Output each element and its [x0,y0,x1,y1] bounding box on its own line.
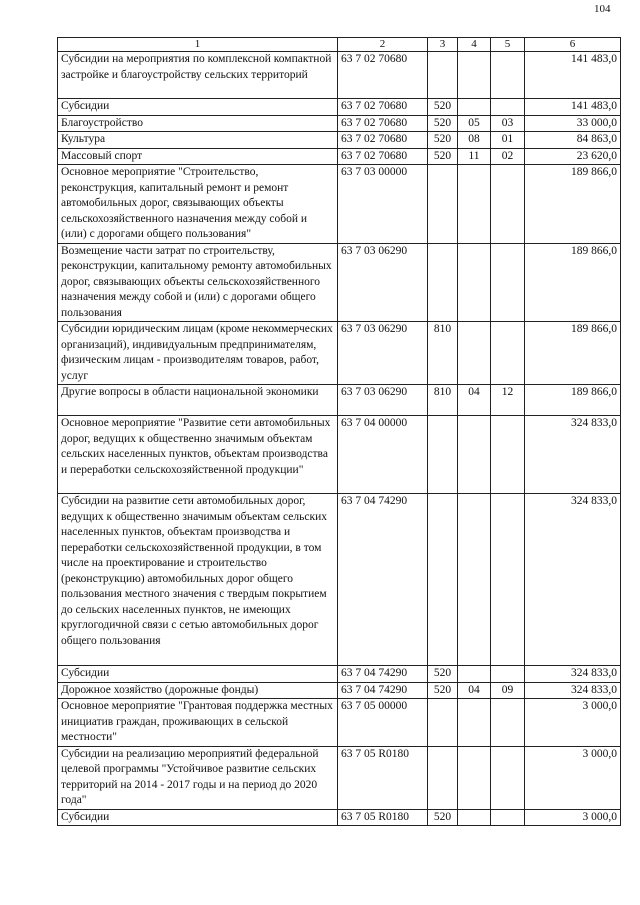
row-name-cell: Субсидии [58,666,338,683]
column-number: 5 [491,38,525,52]
row-subsection-cell: 09 [491,682,525,699]
row-subsection-cell [491,699,525,747]
row-group-cell [428,52,458,99]
row-section-cell [458,243,491,322]
row-group-cell: 520 [428,682,458,699]
row-amount-cell: 141 483,0 [525,99,621,116]
row-code-cell: 63 7 02 70680 [338,99,428,116]
column-number: 2 [338,38,428,52]
row-subsection-cell [491,322,525,385]
row-section-cell [458,699,491,747]
row-code-cell: 63 7 04 74290 [338,682,428,699]
row-name-cell: Основное мероприятие "Строительство, реконструкция, капитальный ремонт и ремонт автомобильных дорог, связывающих объекты сельскохозяйственного назначения между собой и (или) с дорогами общего пользования" [58,165,338,244]
row-subsection-cell [491,243,525,322]
row-section-cell [458,99,491,116]
table-row [58,243,621,322]
table-row [58,385,621,416]
row-subsection-cell [491,52,525,99]
row-group-cell: 520 [428,809,458,826]
row-group-cell: 810 [428,322,458,385]
row-section-cell: 05 [458,115,491,132]
page-number: 104 [594,3,611,15]
row-subsection-cell: 03 [491,115,525,132]
row-code-cell: 63 7 04 74290 [338,494,428,666]
row-amount-cell: 3 000,0 [525,809,621,826]
row-code-cell: 63 7 02 70680 [338,148,428,165]
row-name-cell: Субсидии на мероприятия по комплексной компактной застройке и благоустройству сельских территорий [58,52,338,99]
table-row [58,99,621,116]
row-section-cell: 08 [458,132,491,149]
row-subsection-cell [491,99,525,116]
row-section-cell [458,746,491,809]
row-amount-cell: 189 866,0 [525,322,621,385]
row-name-cell: Субсидии на реализацию мероприятий федеральной целевой программы "Устойчивое развитие сельских территорий на 2014 - 2017 годы и на период до 2020 года" [58,746,338,809]
row-group-cell [428,746,458,809]
row-name-cell: Основное мероприятие "Грантовая поддержка местных инициатив граждан, проживающих в сельской местности" [58,699,338,747]
row-subsection-cell: 01 [491,132,525,149]
row-amount-cell: 324 833,0 [525,416,621,494]
table-row [58,809,621,826]
row-group-cell [428,243,458,322]
row-amount-cell: 189 866,0 [525,243,621,322]
table-row [58,115,621,132]
table-row [58,699,621,747]
row-code-cell: 63 7 02 70680 [338,52,428,99]
row-section-cell [458,494,491,666]
table-row [58,682,621,699]
row-code-cell: 63 7 03 06290 [338,243,428,322]
row-subsection-cell [491,809,525,826]
row-name-cell: Возмещение части затрат по строительству, реконструкции, капитальному ремонту автомобильных дорог, связывающих объекты сельскохозяйственного назначения между собой и (или) с дорогами общего пользования [58,243,338,322]
table-row [58,746,621,809]
budget-table [57,37,621,826]
table-row [58,165,621,244]
row-code-cell: 63 7 02 70680 [338,132,428,149]
row-name-cell: Основное мероприятие "Развитие сети автомобильных дорог, ведущих к общественно значимым объектам сельских населенных пунктов, объектам производства и переработки сельскохозяйственной продукции" [58,416,338,494]
row-code-cell: 63 7 03 06290 [338,322,428,385]
row-section-cell [458,666,491,683]
row-group-cell [428,699,458,747]
column-number: 6 [525,38,621,52]
row-name-cell: Субсидии [58,809,338,826]
row-group-cell [428,416,458,494]
row-name-cell: Благоустройство [58,115,338,132]
row-amount-cell: 33 000,0 [525,115,621,132]
row-subsection-cell [491,494,525,666]
row-group-cell: 520 [428,666,458,683]
table-row [58,148,621,165]
table-row [58,52,621,99]
row-subsection-cell [491,746,525,809]
row-group-cell: 810 [428,385,458,416]
row-code-cell: 63 7 05 00000 [338,699,428,747]
row-code-cell: 63 7 03 00000 [338,165,428,244]
row-section-cell [458,52,491,99]
table-row [58,322,621,385]
row-subsection-cell [491,165,525,244]
row-subsection-cell: 02 [491,148,525,165]
row-amount-cell: 189 866,0 [525,165,621,244]
row-section-cell [458,809,491,826]
row-subsection-cell [491,666,525,683]
row-subsection-cell: 12 [491,385,525,416]
row-amount-cell: 324 833,0 [525,494,621,666]
row-name-cell: Культура [58,132,338,149]
row-amount-cell: 189 866,0 [525,385,621,416]
column-number: 4 [458,38,491,52]
row-code-cell: 63 7 02 70680 [338,115,428,132]
row-code-cell: 63 7 03 06290 [338,385,428,416]
row-section-cell [458,165,491,244]
row-section-cell: 11 [458,148,491,165]
row-name-cell: Дорожное хозяйство (дорожные фонды) [58,682,338,699]
row-group-cell [428,494,458,666]
row-group-cell: 520 [428,132,458,149]
row-amount-cell: 84 863,0 [525,132,621,149]
table-row [58,666,621,683]
row-name-cell: Массовый спорт [58,148,338,165]
row-name-cell: Другие вопросы в области национальной экономики [58,385,338,416]
row-amount-cell: 23 620,0 [525,148,621,165]
row-amount-cell: 324 833,0 [525,682,621,699]
row-group-cell [428,165,458,244]
row-code-cell: 63 7 05 R0180 [338,809,428,826]
row-code-cell: 63 7 04 74290 [338,666,428,683]
row-amount-cell: 3 000,0 [525,746,621,809]
row-name-cell: Субсидии юридическим лицам (кроме некоммерческих организаций), индивидуальным предпринимателям, физическим лицам - производителям товаров, работ, услуг [58,322,338,385]
row-group-cell: 520 [428,99,458,116]
row-section-cell: 04 [458,682,491,699]
row-group-cell: 520 [428,115,458,132]
row-code-cell: 63 7 05 R0180 [338,746,428,809]
row-amount-cell: 3 000,0 [525,699,621,747]
row-name-cell: Субсидии [58,99,338,116]
table-row [58,416,621,494]
row-group-cell: 520 [428,148,458,165]
row-section-cell: 04 [458,385,491,416]
column-number-row [58,38,621,52]
row-amount-cell: 324 833,0 [525,666,621,683]
row-section-cell [458,322,491,385]
row-subsection-cell [491,416,525,494]
column-number: 3 [428,38,458,52]
row-code-cell: 63 7 04 00000 [338,416,428,494]
table-row [58,132,621,149]
row-name-cell: Субсидии на развитие сети автомобильных дорог, ведущих к общественно значимым объектам сельских населенных пунктов, объектам производства и переработки сельскохозяйственной продукции, в том числе на проектирование и строительство (реконструкцию) автомобильных дорог общего пользования местного значения с твердым покрытием до сельских населенных пунктов, не имеющих круглогодичной связи с сетью автомобильных дорог общего пользования [58,494,338,666]
column-number: 1 [58,38,338,52]
table-row [58,494,621,666]
row-section-cell [458,416,491,494]
row-amount-cell: 141 483,0 [525,52,621,99]
